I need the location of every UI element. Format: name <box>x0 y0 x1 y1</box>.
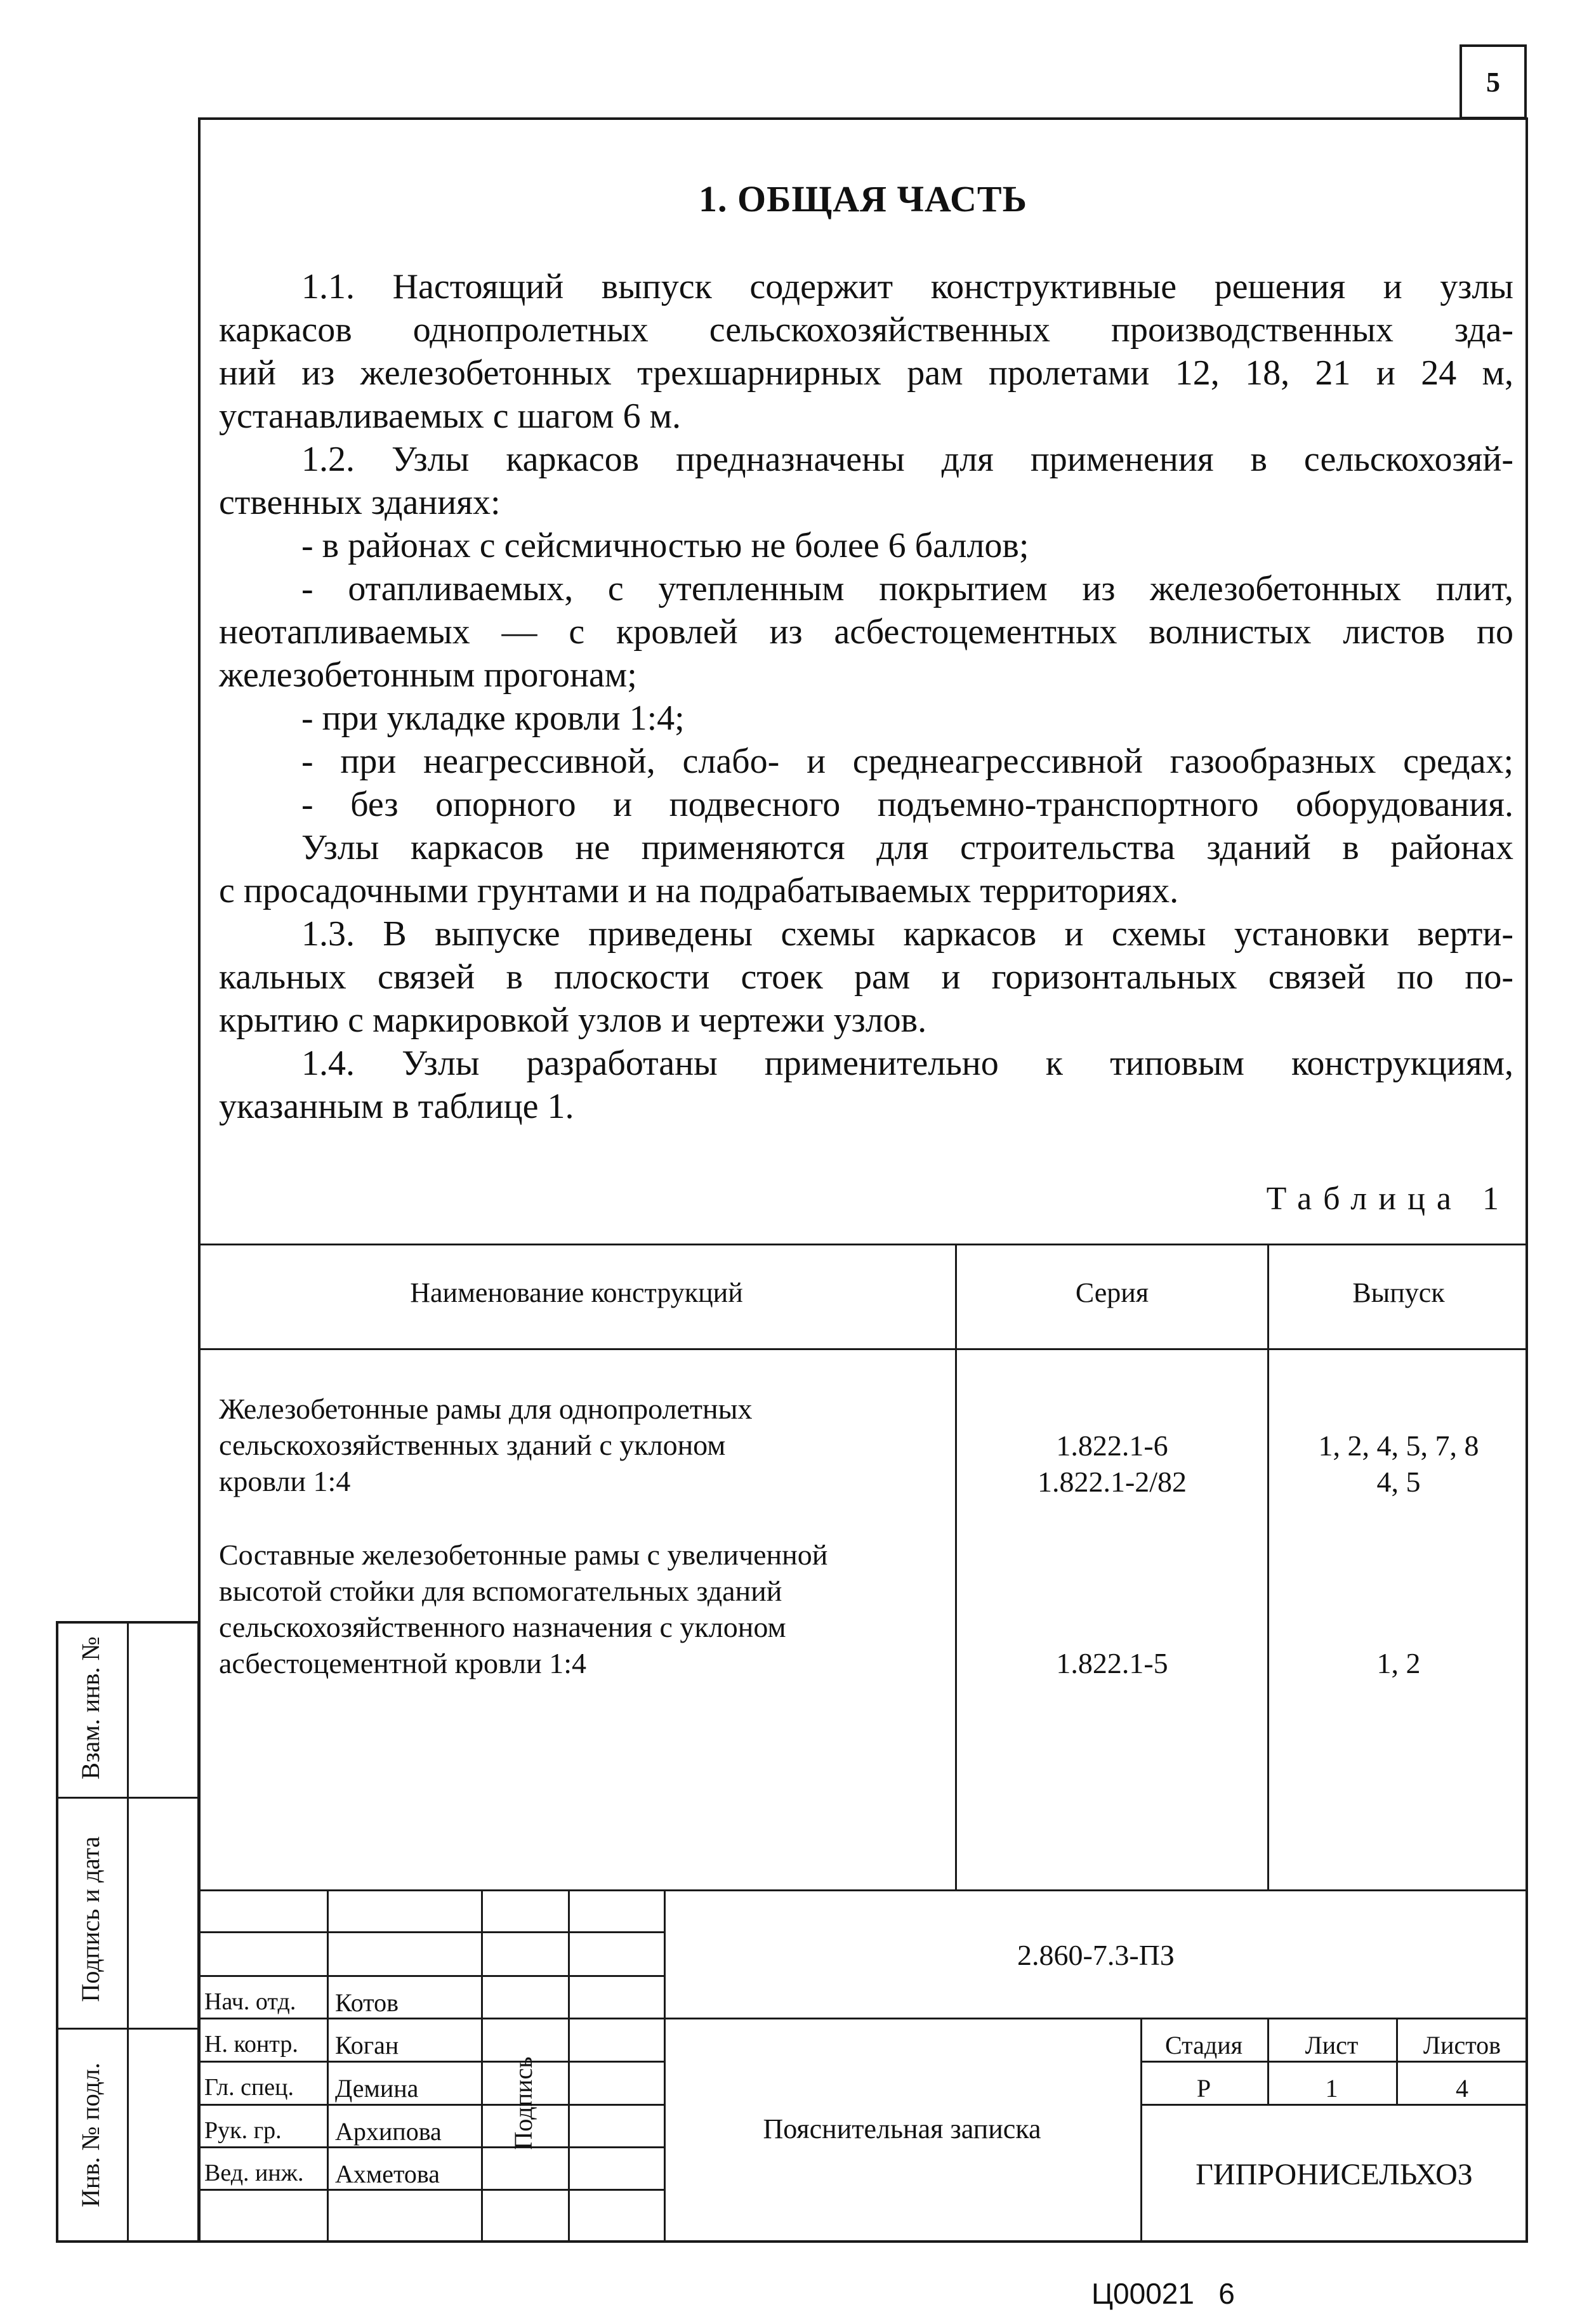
stamp-row-line <box>198 2104 664 2106</box>
list-item: железобетонным прогонам; <box>219 655 637 695</box>
side-label-inv-podl: Инв. № подл. <box>76 2063 105 2207</box>
table-cell-series <box>957 1645 1267 1681</box>
paragraph-1-3 <box>219 912 1513 1042</box>
table-caption: Таблица 1 <box>1266 1181 1510 1217</box>
text-line: Узлы каркасов не применяются для строительства зданий в районах <box>301 828 1513 867</box>
stamp-person: Коган <box>335 2031 399 2059</box>
stamp-row-line <box>198 2061 664 2063</box>
stamp-role: Нач. отд. <box>204 1988 296 2015</box>
table-header-series: Серия <box>1075 1277 1149 1308</box>
text-line: 1.1. Настоящий выпуск содержит конструктивные решения и узлы <box>301 267 1513 306</box>
table-cell-name: сельскохозяйственных зданий с уклоном <box>219 1429 726 1461</box>
table-top-border <box>198 1244 1528 1245</box>
table-cell-name: асбестоцементной кровли 1:4 <box>219 1647 586 1679</box>
side-label-vzam: Взам. инв. № <box>76 1636 105 1780</box>
stamp-role: Вед. инж. <box>204 2160 304 2186</box>
series-value: 1.822.1-5 <box>1056 1647 1168 1679</box>
table-column-divider <box>955 1244 957 1889</box>
stamp-row-line <box>198 2189 664 2191</box>
text-line: ственных зданиях: <box>219 483 501 522</box>
table-column-divider <box>1267 1244 1269 1889</box>
text-line: каркасов однопролетных сельскохозяйственных производственных зда- <box>219 310 1513 350</box>
stamp-col-line <box>568 1889 570 2243</box>
stage-value: Р <box>1196 2074 1211 2103</box>
text-line: 1.4. Узлы разработаны применительно к типовым конструкциям, <box>301 1044 1513 1083</box>
signature-column-label: Подпись <box>509 2056 537 2150</box>
stamp-row-line <box>198 2146 664 2148</box>
stamp-role: Гл. спец. <box>204 2074 294 2101</box>
table-cell-name: Составные железобетонные рамы с увеличенной <box>219 1539 828 1571</box>
paragraph-1-4 <box>219 1042 1513 1128</box>
sheets-value: 4 <box>1456 2074 1468 2103</box>
page-number: 5 <box>1460 44 1527 119</box>
list-item: - отапливаемых, с утепленным покрытием из железобетонных плит, <box>301 569 1513 608</box>
paragraph-limits <box>219 826 1513 912</box>
stamp-row-line <box>1140 2104 1528 2106</box>
table-cell-issue <box>1269 1645 1528 1681</box>
text-line: с просадочными грунтами и на подрабатываемых территориях. <box>219 871 1179 910</box>
text-line: кальных связей в плоскости стоек рам и горизонтальных связей по по- <box>219 957 1513 997</box>
side-strip-divider <box>127 1621 129 2243</box>
stamp-col-line <box>327 1889 329 2243</box>
text-line: ний из железобетонных трехшарнирных рам пролетами 12, 18, 21 и 24 м, <box>219 353 1513 393</box>
paragraph-1-2 <box>219 438 1513 524</box>
table-cell-name: сельскохозяйственного назначения с уклоном <box>219 1611 786 1643</box>
organization-name: ГИПРОНИСЕЛЬХОЗ <box>1196 2158 1473 2191</box>
stamp-row-line <box>198 2018 1528 2019</box>
document-code: 2.860-7.3-ПЗ <box>1017 1939 1175 1971</box>
text-line: крытию с маркировкой узлов и чертежи узлов. <box>219 1001 927 1040</box>
sheet-value: 1 <box>1325 2074 1338 2103</box>
list-item: - при укладке кровли 1:4; <box>301 699 685 738</box>
stamp-person: Котов <box>335 1988 399 2017</box>
text-line: устанавливаемых с шагом 6 м. <box>219 397 681 436</box>
stamp-person: Архипова <box>335 2117 442 2146</box>
stamp-person: Демина <box>335 2074 419 2103</box>
section-heading: 1. ОБЩАЯ ЧАСТЬ <box>699 178 1027 220</box>
list-item: - при неагрессивной, слабо- и среднеагрессивной газообразных средах; <box>301 742 1513 781</box>
table-cell-name: Железобетонные рамы для однопролетных <box>219 1393 753 1425</box>
text-line: 1.3. В выпуске приведены схемы каркасов и схемы установки верти- <box>301 914 1513 954</box>
table-cell-name: высотой стойки для вспомогательных зданий <box>219 1575 782 1607</box>
document-title: Пояснительная записка <box>763 2113 1041 2144</box>
stamp-row-line <box>198 1931 664 1933</box>
bullet-list <box>219 524 1513 826</box>
table-row <box>219 1537 949 1681</box>
series-value: 1.822.1-6 <box>1056 1429 1168 1462</box>
paragraph-1-1 <box>219 265 1513 438</box>
sheet-label: Лист <box>1305 2031 1359 2059</box>
list-item: неотапливаемых — с кровлей из асбестоцементных волнистых листов по <box>219 612 1513 652</box>
table-row <box>219 1391 949 1499</box>
stamp-person: Ахметова <box>335 2160 440 2188</box>
table-header-border <box>198 1348 1528 1350</box>
stage-label: Стадия <box>1164 2031 1243 2059</box>
series-value: 1.822.1-2/82 <box>1037 1466 1187 1498</box>
issue-value: 1, 2 <box>1376 1647 1421 1679</box>
footer-code: Ц00021 6 <box>1091 2277 1235 2310</box>
table-header-name: Наименование конструкций <box>410 1277 743 1308</box>
text-line: 1.2. Узлы каркасов предназначены для применения в сельскохозяй- <box>301 440 1513 479</box>
table-cell-name: кровли 1:4 <box>219 1465 351 1497</box>
stamp-top-border <box>198 1889 1528 1891</box>
stamp-role: Н. контр. <box>204 2031 298 2058</box>
issue-value: 4, 5 <box>1376 1466 1421 1498</box>
table-cell-issue <box>1269 1428 1528 1500</box>
table-header-issue: Выпуск <box>1352 1277 1445 1308</box>
stamp-row-line <box>1140 2061 1528 2063</box>
stamp-role: Рук. гр. <box>204 2117 282 2144</box>
side-label-podpis-data: Подпись и дата <box>76 1836 105 2002</box>
table-cell-series <box>957 1428 1267 1500</box>
list-item: - в районах с сейсмичностью не более 6 баллов; <box>301 526 1029 565</box>
list-item: - без опорного и подвесного подъемно-транспортного оборудования. <box>301 785 1513 824</box>
issue-value: 1, 2, 4, 5, 7, 8 <box>1318 1429 1479 1462</box>
sheets-label: Листов <box>1423 2031 1501 2059</box>
stamp-col-line <box>481 1889 483 2243</box>
text-line: указанным в таблице 1. <box>219 1087 574 1126</box>
stamp-row-line <box>198 1975 664 1977</box>
